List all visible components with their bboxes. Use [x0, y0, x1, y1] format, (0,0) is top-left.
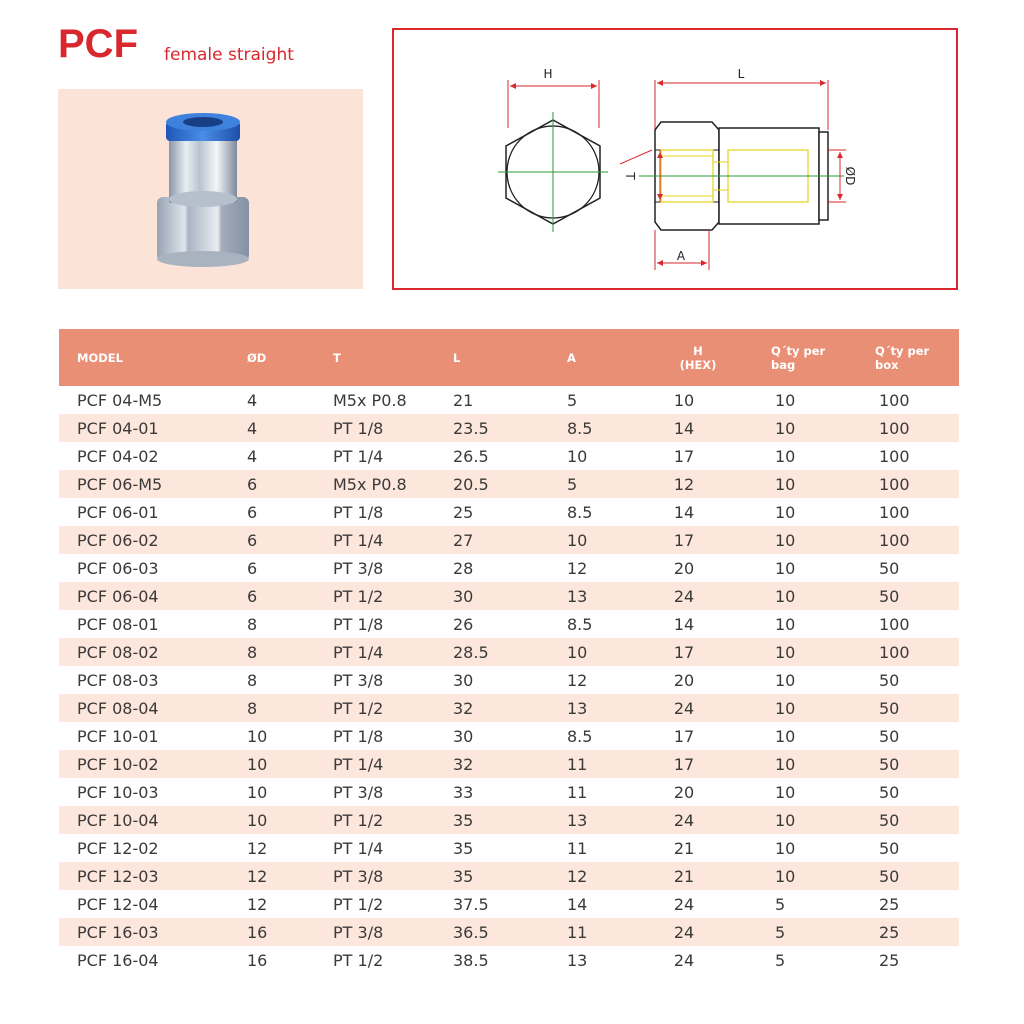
- col-od: ØD: [247, 350, 267, 365]
- cell-a: 12: [567, 866, 588, 886]
- cell-model: PCF 16-03: [77, 922, 159, 942]
- cell-a: 12: [567, 670, 588, 690]
- cell-a: 8.5: [567, 614, 593, 634]
- cell-t: PT 1/2: [333, 894, 384, 914]
- table-body: [59, 386, 959, 974]
- cell-qty-box: 100: [879, 614, 910, 634]
- col-t: T: [333, 350, 341, 365]
- dim-label-t: T: [623, 172, 637, 180]
- cell-qty-bag: 10: [775, 446, 796, 466]
- table-row: [59, 442, 959, 470]
- cell-a: 10: [567, 530, 588, 550]
- cell-a: 14: [567, 894, 588, 914]
- cell-qty-bag: 10: [775, 558, 796, 578]
- cell-qty-box: 50: [879, 726, 900, 746]
- cell-od: 10: [247, 754, 268, 774]
- dim-label-a: A: [676, 249, 686, 263]
- cell-a: 8.5: [567, 418, 593, 438]
- cell-model: PCF 06-03: [77, 558, 159, 578]
- cell-t: PT 3/8: [333, 782, 384, 802]
- cell-a: 10: [567, 642, 588, 662]
- cell-h: 14: [673, 502, 695, 522]
- cell-od: 4: [247, 418, 258, 438]
- table-row: [59, 778, 959, 806]
- cell-od: 8: [247, 698, 258, 718]
- table-row: [59, 498, 959, 526]
- spec-table: [59, 329, 959, 974]
- cell-l: 38.5: [453, 950, 489, 970]
- cell-od: 4: [247, 390, 258, 410]
- cell-qty-box: 100: [879, 642, 910, 662]
- cell-l: 30: [453, 586, 474, 606]
- cell-qty-bag: 10: [775, 754, 796, 774]
- cell-h: 10: [673, 390, 695, 410]
- cell-od: 12: [247, 866, 268, 886]
- cell-l: 25: [453, 502, 474, 522]
- cell-model: PCF 08-03: [77, 670, 159, 690]
- cell-l: 35: [453, 810, 474, 830]
- cell-t: PT 1/2: [333, 950, 384, 970]
- cell-a: 11: [567, 782, 588, 802]
- cell-qty-box: 50: [879, 698, 900, 718]
- cell-qty-box: 100: [879, 530, 910, 550]
- cell-model: PCF 04-M5: [77, 390, 163, 410]
- cell-h: 17: [673, 530, 695, 550]
- cell-model: PCF 10-02: [77, 754, 159, 774]
- cell-model: PCF 08-04: [77, 698, 159, 718]
- cell-od: 6: [247, 502, 258, 522]
- cell-a: 5: [567, 474, 578, 494]
- cell-qty-bag: 10: [775, 502, 796, 522]
- cell-od: 6: [247, 558, 258, 578]
- cell-qty-box: 50: [879, 782, 900, 802]
- cell-l: 32: [453, 698, 474, 718]
- cell-h: 17: [673, 726, 695, 746]
- cell-model: PCF 10-01: [77, 726, 159, 746]
- cell-qty-bag: 5: [775, 922, 786, 942]
- table-row: [59, 610, 959, 638]
- cell-model: PCF 04-02: [77, 446, 159, 466]
- cell-t: PT 3/8: [333, 866, 384, 886]
- cell-od: 8: [247, 614, 258, 634]
- col-l: L: [453, 350, 461, 365]
- cell-qty-box: 100: [879, 502, 910, 522]
- col-qty-bag: Q´ty per bag: [771, 343, 826, 372]
- cell-qty-box: 100: [879, 446, 910, 466]
- cell-l: 32: [453, 754, 474, 774]
- cell-model: PCF 10-04: [77, 810, 159, 830]
- cell-model: PCF 06-M5: [77, 474, 163, 494]
- cell-l: 26: [453, 614, 474, 634]
- cell-l: 21: [453, 390, 474, 410]
- dim-label-h: H: [543, 67, 553, 81]
- cell-model: PCF 04-01: [77, 418, 159, 438]
- cell-qty-bag: 10: [775, 390, 796, 410]
- cell-qty-box: 50: [879, 670, 900, 690]
- cell-t: PT 1/4: [333, 642, 384, 662]
- cell-a: 13: [567, 810, 588, 830]
- cell-h: 20: [673, 670, 695, 690]
- table-row: [59, 666, 959, 694]
- cell-h: 17: [673, 754, 695, 774]
- cell-od: 6: [247, 474, 258, 494]
- table-row: [59, 806, 959, 834]
- cell-qty-bag: 5: [775, 894, 786, 914]
- cell-qty-box: 100: [879, 418, 910, 438]
- cell-od: 12: [247, 894, 268, 914]
- cell-l: 28.5: [453, 642, 489, 662]
- cell-a: 8.5: [567, 502, 593, 522]
- cell-l: 30: [453, 726, 474, 746]
- cell-l: 20.5: [453, 474, 489, 494]
- cell-h: 20: [673, 782, 695, 802]
- cell-qty-box: 100: [879, 474, 910, 494]
- product-subtitle: female straight: [164, 45, 294, 65]
- cell-qty-box: 50: [879, 558, 900, 578]
- table-row: [59, 722, 959, 750]
- table-row: [59, 470, 959, 498]
- cell-qty-bag: 5: [775, 950, 786, 970]
- cell-h: 17: [673, 446, 695, 466]
- cell-qty-box: 50: [879, 754, 900, 774]
- col-h-hex: H (HEX): [679, 343, 717, 372]
- cell-model: PCF 08-01: [77, 614, 159, 634]
- cell-a: 10: [567, 446, 588, 466]
- cell-h: 20: [673, 558, 695, 578]
- cell-t: M5x P0.8: [333, 474, 407, 494]
- cell-h: 21: [673, 838, 695, 858]
- cell-t: PT 1/4: [333, 838, 384, 858]
- dim-label-l: L: [737, 67, 745, 81]
- cell-h: 24: [673, 810, 695, 830]
- cell-t: PT 3/8: [333, 922, 384, 942]
- cell-a: 11: [567, 754, 588, 774]
- cell-model: PCF 06-01: [77, 502, 159, 522]
- col-qty-box: Q´ty per box: [875, 343, 930, 372]
- table-row: [59, 946, 959, 974]
- table-row: [59, 414, 959, 442]
- cell-qty-bag: 10: [775, 726, 796, 746]
- cell-qty-bag: 10: [775, 642, 796, 662]
- cell-od: 6: [247, 586, 258, 606]
- cell-qty-box: 100: [879, 390, 910, 410]
- technical-drawing: [394, 30, 960, 292]
- cell-model: PCF 12-03: [77, 866, 159, 886]
- dimension-drawing: [392, 28, 958, 290]
- cell-l: 35: [453, 838, 474, 858]
- cell-l: 30: [453, 670, 474, 690]
- cell-qty-box: 50: [879, 810, 900, 830]
- cell-h: 24: [673, 586, 695, 606]
- cell-t: PT 1/4: [333, 446, 384, 466]
- cell-od: 16: [247, 922, 268, 942]
- cell-qty-bag: 10: [775, 698, 796, 718]
- cell-qty-bag: 10: [775, 586, 796, 606]
- product-photo: [58, 89, 363, 289]
- cell-h: 21: [673, 866, 695, 886]
- cell-model: PCF 08-02: [77, 642, 159, 662]
- cell-l: 27: [453, 530, 474, 550]
- cell-od: 10: [247, 726, 268, 746]
- cell-od: 8: [247, 670, 258, 690]
- cell-qty-bag: 10: [775, 418, 796, 438]
- cell-model: PCF 06-02: [77, 530, 159, 550]
- cell-a: 5: [567, 390, 578, 410]
- cell-h: 24: [673, 698, 695, 718]
- cell-qty-bag: 10: [775, 670, 796, 690]
- cell-qty-bag: 10: [775, 838, 796, 858]
- cell-a: 11: [567, 922, 588, 942]
- cell-h: 24: [673, 922, 695, 942]
- cell-od: 8: [247, 642, 258, 662]
- cell-h: 12: [673, 474, 695, 494]
- cell-qty-bag: 10: [775, 810, 796, 830]
- cell-model: PCF 12-02: [77, 838, 159, 858]
- table-row: [59, 890, 959, 918]
- cell-h: 17: [673, 642, 695, 662]
- table-header: [59, 329, 959, 386]
- cell-a: 13: [567, 698, 588, 718]
- table-row: [59, 554, 959, 582]
- cell-t: PT 1/8: [333, 502, 384, 522]
- table-row: [59, 750, 959, 778]
- cell-qty-box: 25: [879, 894, 900, 914]
- cell-h: 24: [673, 950, 695, 970]
- table-row: [59, 582, 959, 610]
- table-row: [59, 526, 959, 554]
- cell-h: 14: [673, 614, 695, 634]
- hex-end-view: [498, 67, 608, 232]
- cell-t: PT 1/8: [333, 726, 384, 746]
- cell-od: 4: [247, 446, 258, 466]
- cell-od: 10: [247, 810, 268, 830]
- cell-t: PT 1/2: [333, 698, 384, 718]
- col-a: A: [567, 350, 576, 365]
- cell-l: 26.5: [453, 446, 489, 466]
- cell-qty-bag: 10: [775, 614, 796, 634]
- cell-t: PT 3/8: [333, 558, 384, 578]
- cell-t: PT 1/8: [333, 614, 384, 634]
- cell-qty-box: 25: [879, 950, 900, 970]
- cell-a: 13: [567, 950, 588, 970]
- cell-model: PCF 12-04: [77, 894, 159, 914]
- col-model: MODEL: [77, 350, 123, 365]
- table-row: [59, 918, 959, 946]
- product-code-title: PCF: [58, 22, 138, 66]
- cell-l: 37.5: [453, 894, 489, 914]
- cell-od: 12: [247, 838, 268, 858]
- cell-l: 28: [453, 558, 474, 578]
- cell-qty-bag: 10: [775, 474, 796, 494]
- cell-qty-bag: 10: [775, 530, 796, 550]
- cell-t: PT 3/8: [333, 670, 384, 690]
- cell-a: 12: [567, 558, 588, 578]
- cell-t: M5x P0.8: [333, 390, 407, 410]
- cell-od: 10: [247, 782, 268, 802]
- cell-t: PT 1/2: [333, 810, 384, 830]
- cell-l: 23.5: [453, 418, 489, 438]
- cell-model: PCF 16-04: [77, 950, 159, 970]
- dim-label-od: ØD: [843, 166, 857, 186]
- table-row: [59, 386, 959, 414]
- cell-h: 24: [673, 894, 695, 914]
- cell-a: 8.5: [567, 726, 593, 746]
- cell-od: 16: [247, 950, 268, 970]
- cell-qty-box: 50: [879, 838, 900, 858]
- side-view: [620, 67, 857, 270]
- cell-qty-box: 50: [879, 866, 900, 886]
- cell-t: PT 1/4: [333, 530, 384, 550]
- cell-qty-bag: 10: [775, 782, 796, 802]
- cell-model: PCF 10-03: [77, 782, 159, 802]
- fitting-photo-illustration: [58, 89, 363, 289]
- table-row: [59, 862, 959, 890]
- cell-l: 33: [453, 782, 474, 802]
- cell-a: 13: [567, 586, 588, 606]
- cell-t: PT 1/4: [333, 754, 384, 774]
- cell-model: PCF 06-04: [77, 586, 159, 606]
- cell-a: 11: [567, 838, 588, 858]
- cell-t: PT 1/8: [333, 418, 384, 438]
- table-row: [59, 694, 959, 722]
- table-row: [59, 638, 959, 666]
- cell-od: 6: [247, 530, 258, 550]
- cell-t: PT 1/2: [333, 586, 384, 606]
- cell-l: 36.5: [453, 922, 489, 942]
- cell-qty-box: 50: [879, 586, 900, 606]
- cell-qty-bag: 10: [775, 866, 796, 886]
- table-row: [59, 834, 959, 862]
- cell-h: 14: [673, 418, 695, 438]
- cell-qty-box: 25: [879, 922, 900, 942]
- cell-l: 35: [453, 866, 474, 886]
